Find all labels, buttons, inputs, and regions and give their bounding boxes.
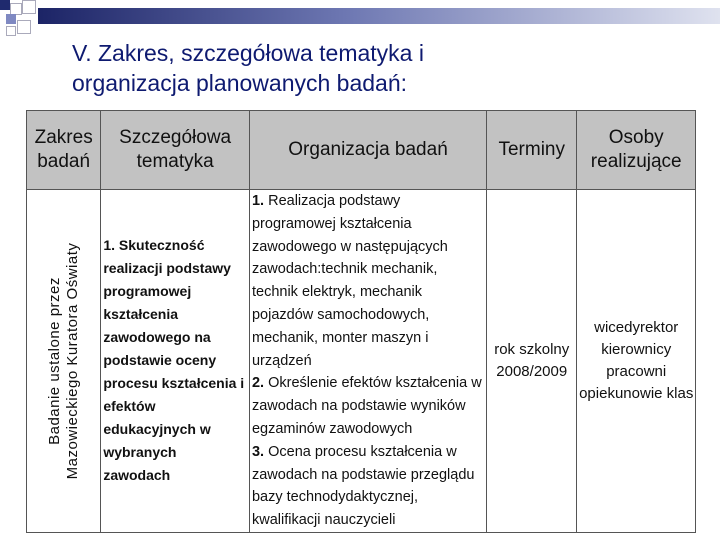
zakres-vertical-text [46,243,82,480]
organizacja-item: 3. Ocena procesu kształcenia w zawodach na podstawie przeglądu bazy technodydaktycznej, kwalifikacji nauczycieli [251,443,475,529]
slide-title-line2: organizacja planowanych badań: [72,70,408,96]
cell-organizacja [249,190,486,533]
header-tematyka: Szczegółowa tematyka [101,111,250,190]
zakres-line1: Badanie ustalone przez [45,277,63,445]
decor-square [6,26,16,36]
decor-square [22,0,36,14]
organizacja-item: 2. Określenie efektów kształcenia w zawodach na podstawie wyników egzaminów zawodowych [251,375,482,437]
research-plan-table [26,110,696,533]
header-osoby: Osoby realizujące [577,111,696,190]
cell-osoby [577,190,696,533]
tematyka-text: 1. Skuteczność realizacji podstawy programowej kształcenia zawodowego na podstawie oceny procesu kształcenia i efektów edukacyjnych w wybranych zawodach [103,237,245,484]
header-terminy: Terminy [487,111,577,190]
organizacja-item: 1. Realizacja podstawy programowej kształcenia zawodowego w następujących zawodach:technik mechanik, technik elektryk, mechanik pojazdów samochodowych, mechanik, monter maszyn i urządzeń [251,193,448,369]
decor-square [0,0,10,10]
table-row [27,190,696,533]
cell-terminy [487,190,577,533]
decor-square [6,14,16,24]
osoby-text: wicedyrektor kierownicy pracowni opiekunowie klas [579,318,694,402]
header-zakres: Zakres badań [27,111,101,190]
slide-title [72,38,702,98]
organizacja-list [250,190,486,532]
header-gradient-bar [38,8,720,24]
cell-tematyka [101,190,250,533]
slide-title-line1: V. Zakres, szczegółowa tematyka i [72,40,424,66]
cell-zakres [27,190,101,533]
zakres-line2: Mazowieckiego Kuratora Oświaty [63,242,81,480]
terminy-text: rok szkolny 2008/2009 [494,340,570,380]
table-header-row [27,111,696,190]
decor-square [17,20,31,34]
header-organizacja: Organizacja badań [249,111,486,190]
